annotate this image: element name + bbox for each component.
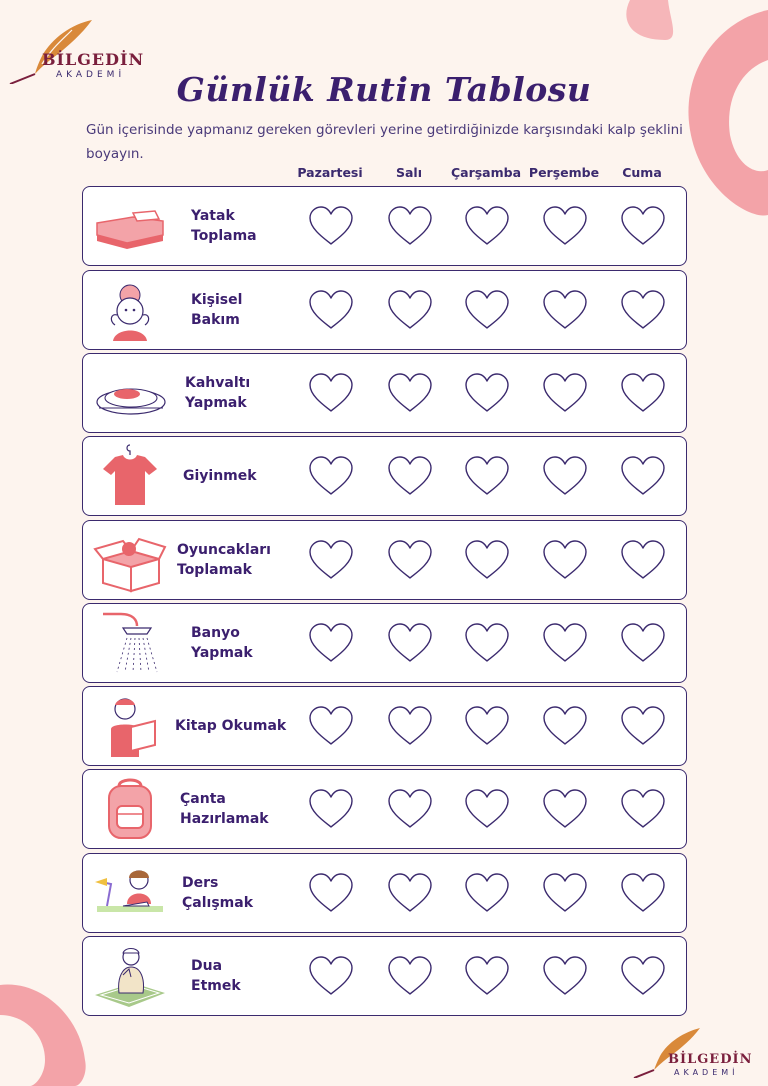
page-title: Günlük Rutin Tablosu: [176, 70, 592, 109]
heart-checkbox-perşembe-icon[interactable]: [542, 622, 588, 664]
heart-checkbox-çarşamba-icon[interactable]: [464, 205, 510, 247]
task-row: [82, 436, 687, 516]
breakfast-plate-icon: [93, 360, 167, 426]
heart-checkbox-çarşamba-icon[interactable]: [464, 872, 510, 914]
task-label: Kahvaltı Yapmak: [185, 375, 251, 411]
logo-brand-text: BİLGEDİN: [668, 1052, 753, 1067]
heart-checkbox-çarşamba-icon[interactable]: [464, 788, 510, 830]
task-label: Giyinmek: [183, 468, 257, 484]
heart-checkbox-pazartesi-icon[interactable]: [308, 788, 354, 830]
weekday-label: Pazartesi: [297, 165, 363, 180]
heart-checkbox-cuma-icon[interactable]: [620, 539, 666, 581]
heart-checkbox-cuma-icon[interactable]: [620, 955, 666, 997]
task-row: [82, 936, 687, 1016]
heart-checkbox-pazartesi-icon[interactable]: [308, 205, 354, 247]
studying-child-icon: [93, 860, 167, 926]
heart-checkbox-salı-icon[interactable]: [387, 205, 433, 247]
heart-checkbox-cuma-icon[interactable]: [620, 289, 666, 331]
heart-checkbox-çarşamba-icon[interactable]: [464, 705, 510, 747]
task-row: [82, 353, 687, 433]
reading-child-icon: [93, 693, 167, 759]
heart-checkbox-perşembe-icon[interactable]: [542, 205, 588, 247]
heart-checkbox-salı-icon[interactable]: [387, 705, 433, 747]
heart-checkbox-salı-icon[interactable]: [387, 372, 433, 414]
backpack-icon: [93, 776, 167, 842]
heart-checkbox-çarşamba-icon[interactable]: [464, 372, 510, 414]
heart-checkbox-perşembe-icon[interactable]: [542, 955, 588, 997]
heart-checkbox-pazartesi-icon[interactable]: [308, 705, 354, 747]
heart-checkbox-cuma-icon[interactable]: [620, 372, 666, 414]
task-label: Yatak Toplama: [191, 208, 257, 244]
heart-checkbox-salı-icon[interactable]: [387, 622, 433, 664]
heart-checkbox-çarşamba-icon[interactable]: [464, 955, 510, 997]
heart-checkbox-perşembe-icon[interactable]: [542, 455, 588, 497]
heart-checkbox-çarşamba-icon[interactable]: [464, 539, 510, 581]
weekday-label: Salı: [395, 165, 422, 180]
heart-checkbox-cuma-icon[interactable]: [620, 455, 666, 497]
heart-checkbox-pazartesi-icon[interactable]: [308, 455, 354, 497]
personal-care-icon: [93, 277, 167, 343]
heart-checkbox-perşembe-icon[interactable]: [542, 372, 588, 414]
shower-icon: [93, 610, 167, 676]
task-row: [82, 186, 687, 266]
instructions-text: Gün içerisinde yapmanız gereken görevleri yerine getirdiğinizde karşısındaki kalp şeklini boyayın.: [86, 122, 683, 162]
heart-checkbox-perşembe-icon[interactable]: [542, 788, 588, 830]
heart-checkbox-perşembe-icon[interactable]: [542, 872, 588, 914]
heart-checkbox-pazartesi-icon[interactable]: [308, 289, 354, 331]
weekday-label: Çarşamba: [450, 165, 522, 180]
heart-checkbox-salı-icon[interactable]: [387, 788, 433, 830]
task-row: [82, 853, 687, 933]
task-label: Oyuncakları Toplamak: [177, 542, 271, 578]
heart-checkbox-salı-icon[interactable]: [387, 289, 433, 331]
task-label: Dua Etmek: [191, 958, 241, 994]
heart-checkbox-çarşamba-icon[interactable]: [464, 622, 510, 664]
tshirt-icon: [93, 443, 167, 509]
heart-checkbox-perşembe-icon[interactable]: [542, 289, 588, 331]
task-row: [82, 520, 687, 600]
logo-sub-text: AKADEMİ: [674, 1068, 739, 1077]
heart-checkbox-pazartesi-icon[interactable]: [308, 872, 354, 914]
task-row: [82, 686, 687, 766]
heart-checkbox-pazartesi-icon[interactable]: [308, 955, 354, 997]
weekday-label: Cuma: [622, 165, 662, 180]
task-label: Ders Çalışmak: [182, 875, 253, 911]
heart-checkbox-perşembe-icon[interactable]: [542, 539, 588, 581]
heart-checkbox-salı-icon[interactable]: [387, 872, 433, 914]
weekday-header: [0, 165, 768, 185]
heart-checkbox-cuma-icon[interactable]: [620, 788, 666, 830]
task-label: Banyo Yapmak: [191, 625, 253, 661]
praying-child-icon: [93, 943, 167, 1009]
bed-icon: [93, 193, 167, 259]
heart-checkbox-çarşamba-icon[interactable]: [464, 455, 510, 497]
heart-checkbox-salı-icon[interactable]: [387, 455, 433, 497]
task-row: [82, 769, 687, 849]
logo-brand-text: BİLGEDİN: [42, 50, 145, 69]
task-label: Çanta Hazırlamak: [180, 791, 269, 827]
task-label: Kitap Okumak: [175, 718, 287, 734]
heart-checkbox-çarşamba-icon[interactable]: [464, 289, 510, 331]
logo-sub-text: AKADEMİ: [56, 70, 126, 80]
heart-checkbox-pazartesi-icon[interactable]: [308, 372, 354, 414]
toy-box-icon: [93, 527, 167, 593]
task-label: Kişisel Bakım: [191, 292, 243, 328]
task-row: [82, 270, 687, 350]
heart-checkbox-cuma-icon[interactable]: [620, 872, 666, 914]
weekday-label: Perşembe: [528, 165, 600, 180]
logo-bottom: [628, 1024, 752, 1078]
heart-checkbox-pazartesi-icon[interactable]: [308, 622, 354, 664]
heart-checkbox-cuma-icon[interactable]: [620, 705, 666, 747]
heart-checkbox-salı-icon[interactable]: [387, 955, 433, 997]
heart-checkbox-pazartesi-icon[interactable]: [308, 539, 354, 581]
heart-checkbox-cuma-icon[interactable]: [620, 205, 666, 247]
heart-checkbox-salı-icon[interactable]: [387, 539, 433, 581]
heart-checkbox-cuma-icon[interactable]: [620, 622, 666, 664]
task-row: [82, 603, 687, 683]
heart-checkbox-perşembe-icon[interactable]: [542, 705, 588, 747]
